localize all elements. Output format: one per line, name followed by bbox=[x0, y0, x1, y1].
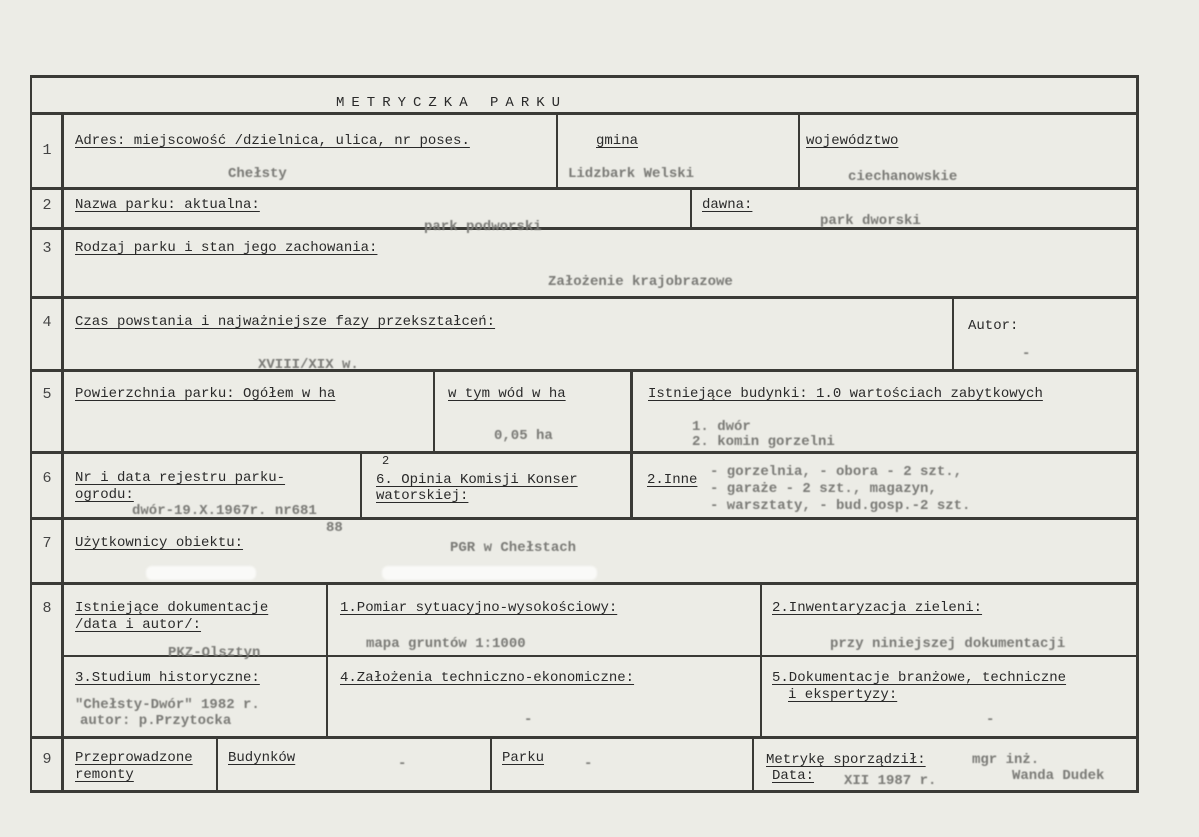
park-type-value: Założenie krajobrazowe bbox=[548, 274, 733, 290]
redaction-mark bbox=[146, 566, 256, 580]
author-label: Autor: bbox=[968, 318, 1019, 334]
other-building-item: - garaże - 2 szt., magazyn, bbox=[710, 481, 937, 497]
former-name-value: park dworski bbox=[820, 213, 921, 229]
water-value: 0,05 ha bbox=[494, 428, 553, 444]
register-value: dwór-19.X.1967r. nr681 bbox=[132, 503, 317, 519]
row-number: 2 bbox=[42, 197, 52, 214]
branch-docs-label: i ekspertyzy: bbox=[788, 687, 898, 703]
date-value: XII 1987 r. bbox=[844, 773, 937, 789]
table-line bbox=[556, 112, 558, 187]
history-label: 3.Studium historyczne: bbox=[75, 670, 260, 686]
author-value: - bbox=[1022, 346, 1031, 362]
register-value: 88 bbox=[326, 520, 343, 536]
park-repairs-label: Parku bbox=[502, 750, 545, 766]
register-label: ogrodu: bbox=[75, 487, 134, 503]
water-label: w tym wód w ha bbox=[448, 386, 566, 402]
table-line bbox=[30, 736, 1138, 739]
greenery-value: przy niniejszej dokumentacji bbox=[830, 636, 1066, 652]
building-item: 1. dwór bbox=[692, 419, 751, 435]
origin-value: XVIII/XIX w. bbox=[258, 357, 359, 373]
row-number: 6 bbox=[42, 470, 52, 487]
opinion-label: 6. Opinia Komisji Konser bbox=[376, 472, 578, 488]
buildings-repairs-label: Budynków bbox=[228, 750, 296, 766]
date-label: Data: bbox=[772, 768, 815, 784]
row-number: 7 bbox=[42, 535, 52, 552]
table-line bbox=[30, 790, 1138, 793]
redaction-mark bbox=[382, 566, 597, 580]
other-building-item: - warsztaty, - bud.gosp.-2 szt. bbox=[710, 498, 971, 514]
table-line bbox=[952, 296, 954, 369]
area-label: Powierzchnia parku: Ogółem w ha bbox=[75, 386, 336, 402]
park-repairs-value: - bbox=[584, 756, 593, 772]
tech-label: 4.Założenia techniczno-ekonomiczne: bbox=[340, 670, 635, 686]
table-line bbox=[30, 75, 1138, 78]
branch-docs-label: 5.Dokumentacje branżowe, techniczne bbox=[772, 670, 1067, 686]
row-number: 3 bbox=[42, 240, 52, 257]
made-by-value: mgr inż. bbox=[972, 752, 1040, 768]
users-label: Użytkownicy obiektu: bbox=[75, 535, 244, 551]
made-by-label: Metrykę sporządził: bbox=[766, 752, 926, 768]
building-item: 2. komin gorzelni bbox=[692, 434, 835, 450]
row-number: 8 bbox=[42, 600, 52, 617]
table-line bbox=[30, 75, 32, 793]
address-value: Chełsty bbox=[228, 166, 287, 182]
table-line bbox=[360, 451, 362, 517]
users-value: PGR w Chełstach bbox=[450, 540, 577, 556]
docs-value: PKZ-Olsztyn bbox=[168, 645, 261, 661]
address-label: Adres: miejscowość /dzielnica, ulica, nr poses. bbox=[75, 133, 470, 149]
table-line bbox=[760, 582, 762, 736]
table-line bbox=[30, 187, 1138, 190]
repairs-label: remonty bbox=[75, 767, 134, 783]
buildings-repairs-value: - bbox=[398, 756, 407, 772]
made-by-value: Wanda Dudek bbox=[1012, 768, 1105, 784]
row-number: 5 bbox=[42, 386, 52, 403]
docs-label: /data i autor/: bbox=[75, 617, 202, 633]
buildings-label: Istniejące budynki: 1.0 wartościach zabytkowych bbox=[648, 386, 1043, 402]
row-number: 4 bbox=[42, 314, 52, 331]
park-name-label: Nazwa parku: aktualna: bbox=[75, 197, 260, 213]
table-line bbox=[690, 187, 692, 227]
table-line bbox=[30, 112, 1138, 115]
form-title: METRYCZKA PARKU bbox=[336, 95, 568, 111]
table-line bbox=[30, 296, 1138, 299]
repairs-label: Przeprowadzone bbox=[75, 750, 193, 766]
table-line bbox=[30, 582, 1138, 585]
table-line bbox=[326, 582, 328, 736]
branch-docs-value: - bbox=[986, 712, 995, 728]
docs-label: Istniejące dokumentacje bbox=[75, 600, 269, 616]
table-line bbox=[61, 112, 64, 792]
table-line bbox=[30, 451, 1138, 454]
park-name-value: park podworski bbox=[424, 219, 542, 235]
other-buildings-label: 2.Inne bbox=[647, 472, 698, 488]
table-line bbox=[1136, 75, 1139, 793]
voivodeship-value: ciechanowskie bbox=[848, 169, 958, 185]
table-line bbox=[798, 112, 800, 187]
opinion-superscript: 2 bbox=[382, 454, 390, 468]
row-number: 9 bbox=[42, 751, 52, 768]
former-name-label: dawna: bbox=[702, 197, 753, 213]
register-label: Nr i data rejestru parku- bbox=[75, 470, 286, 486]
tech-value: - bbox=[524, 712, 533, 728]
origin-label: Czas powstania i najważniejsze fazy przekształceń: bbox=[75, 314, 496, 330]
voivodeship-label: województwo bbox=[806, 133, 899, 149]
table-line bbox=[30, 369, 1138, 372]
table-line bbox=[433, 369, 435, 451]
history-value: autor: p.Przytocka bbox=[80, 713, 232, 729]
table-line bbox=[490, 736, 492, 790]
other-building-item: - gorzelnia, - obora - 2 szt., bbox=[710, 464, 963, 480]
gmina-label: gmina bbox=[596, 133, 639, 149]
opinion-label: watorskiej: bbox=[376, 488, 469, 504]
row-number: 1 bbox=[42, 142, 52, 159]
table-line bbox=[216, 736, 218, 790]
greenery-label: 2.Inwentaryzacja zieleni: bbox=[772, 600, 983, 616]
survey-label: 1.Pomiar sytuacyjno-wysokościowy: bbox=[340, 600, 618, 616]
history-value: "Chełsty-Dwór" 1982 r. bbox=[75, 697, 260, 713]
table-line bbox=[30, 227, 1138, 230]
park-type-label: Rodzaj parku i stan jego zachowania: bbox=[75, 240, 378, 256]
survey-value: mapa gruntów 1:1000 bbox=[366, 636, 526, 652]
table-line bbox=[752, 736, 754, 790]
table-line bbox=[630, 369, 633, 517]
gmina-value: Lidzbark Welski bbox=[568, 166, 695, 182]
